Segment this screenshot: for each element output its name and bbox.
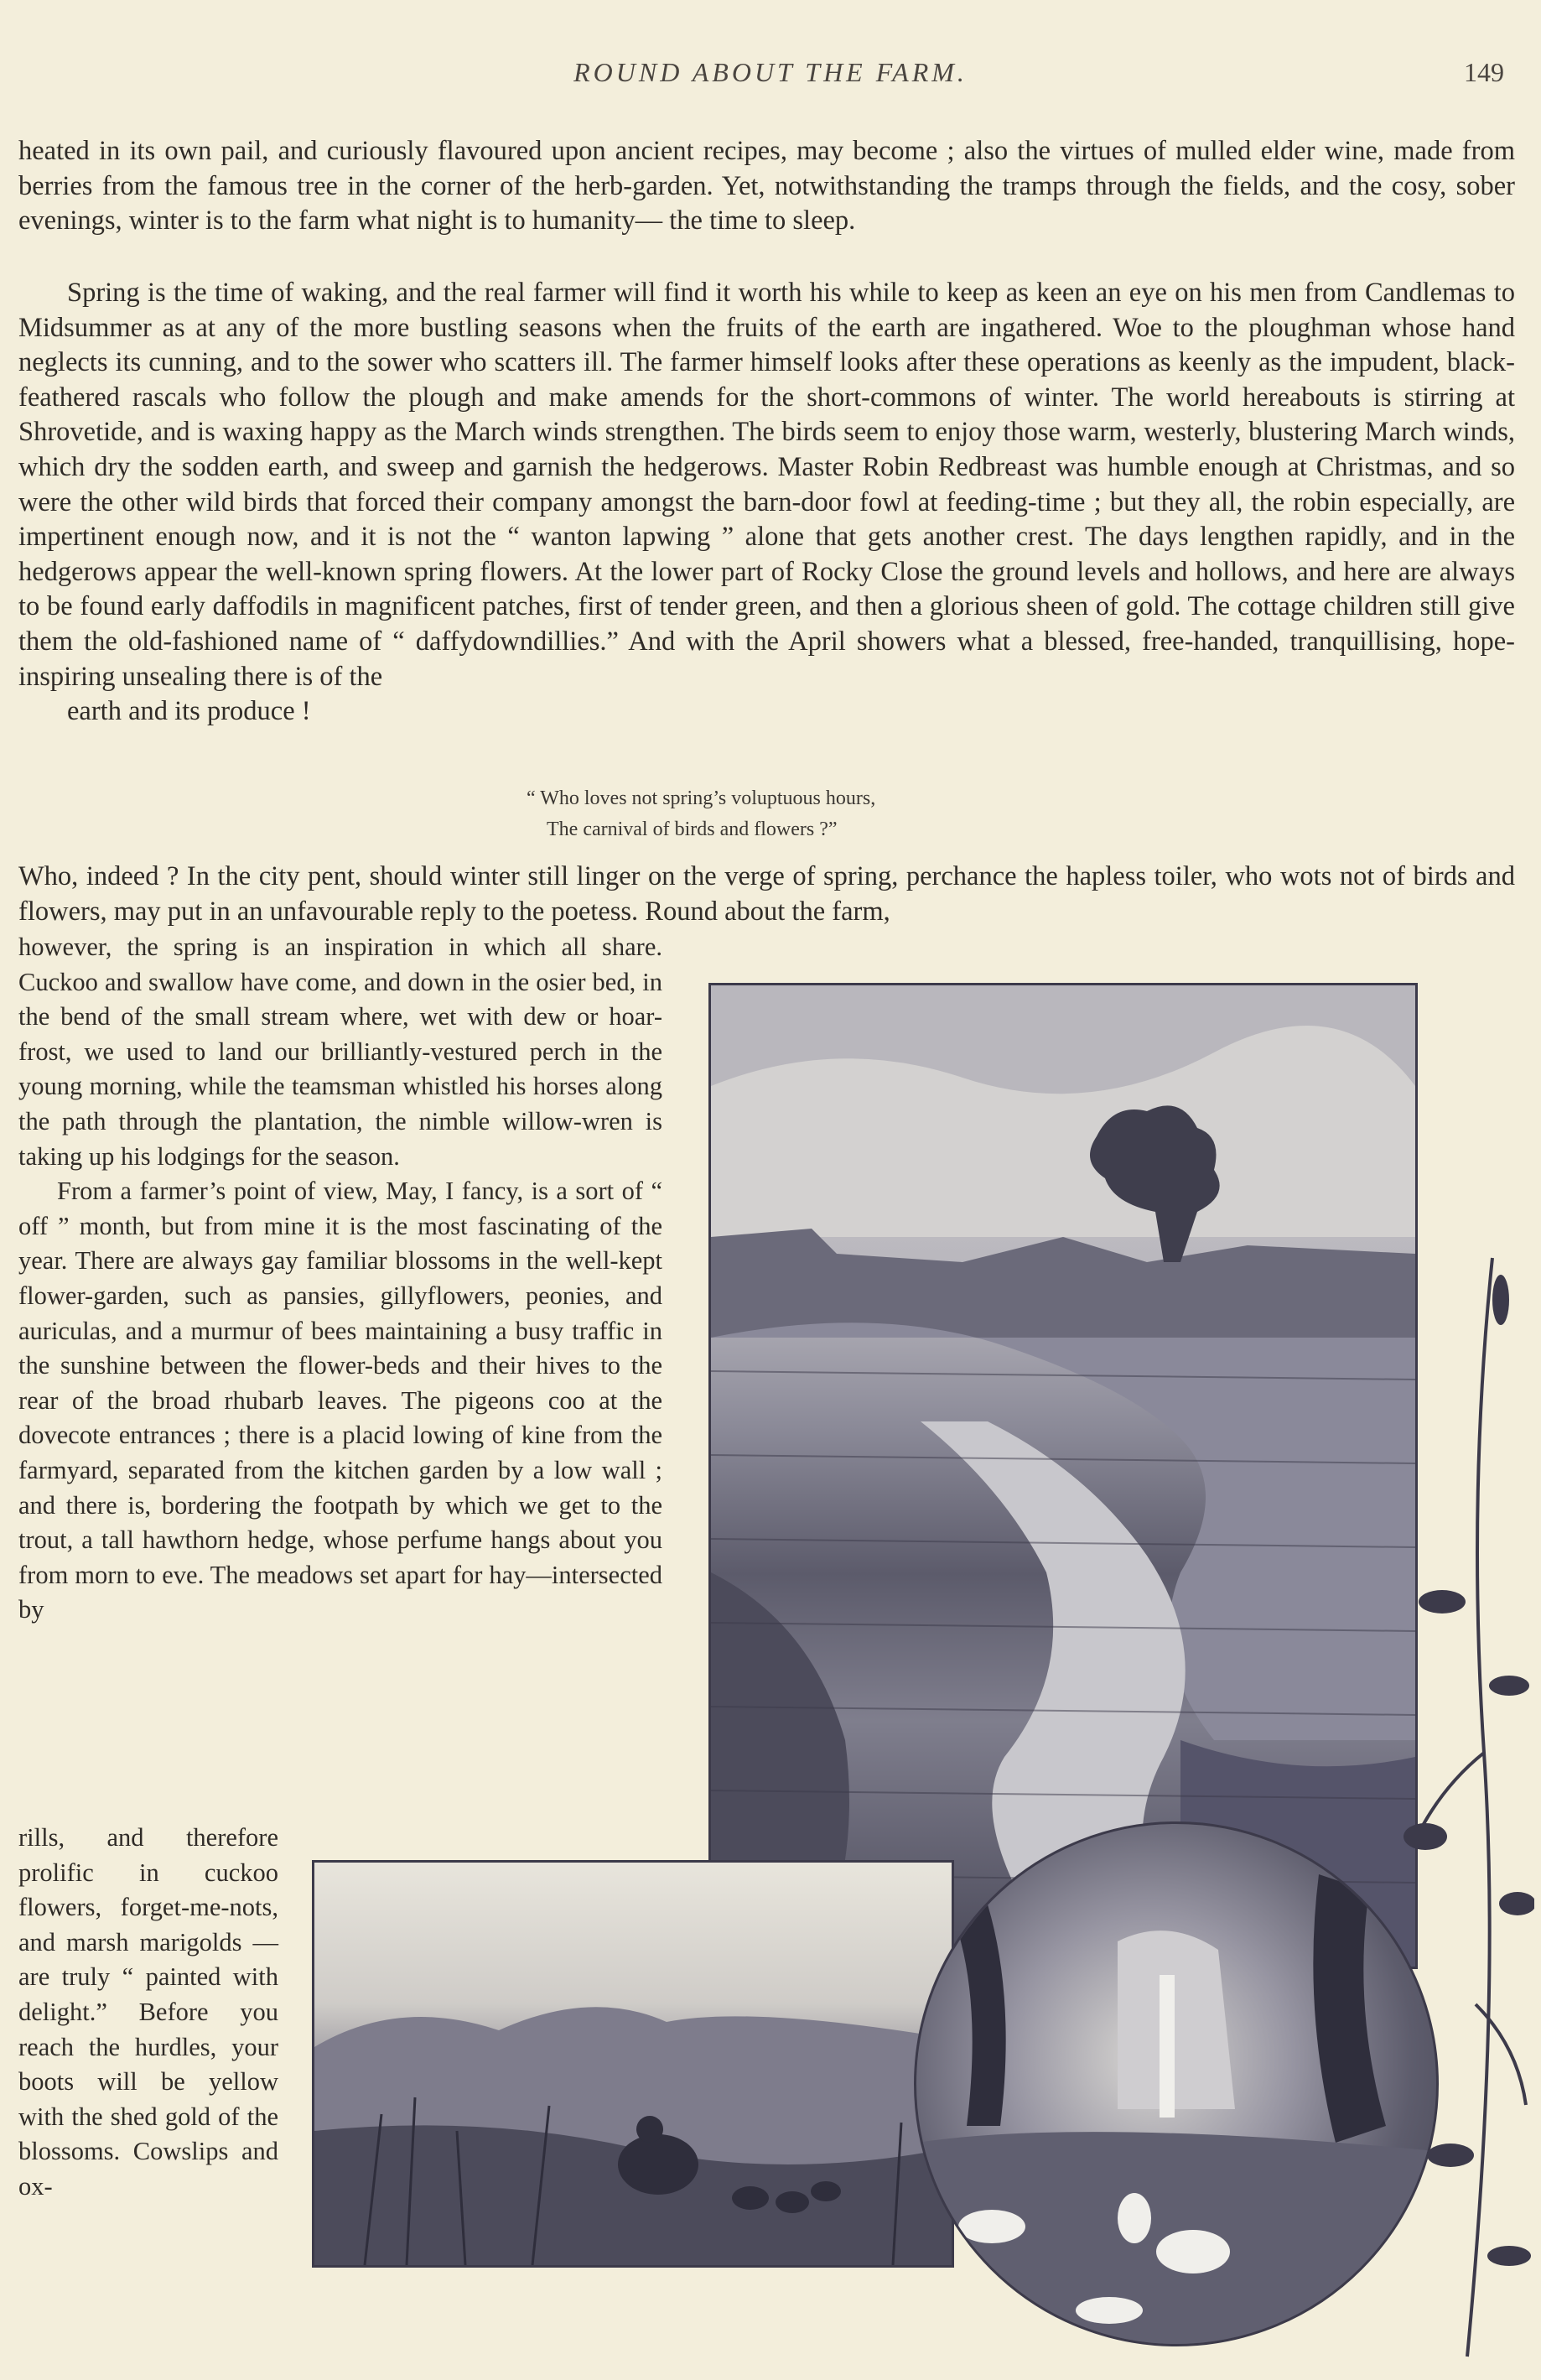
paragraph-who-indeed: Who, indeed ? In the city pent, should winter still linger on the verge of spring, perchance the hapless toiler, who wots not of birds and flowers, may put in an unfavourable reply to the poetess. Round about the farm,: [18, 861, 1515, 927]
page-number: 149: [1464, 57, 1504, 87]
column-paragraph-spring: however, the spring is an inspiration in which all share. Cuckoo and swallow have come, and down in the osier bed, in the bend of the small stream where, wet with dew or hoar-frost, we used to land our brilliantly-vestured perch in the young morning, while the teamsman whistled his horses along the path through the plantation, the nimble willow-wren is taking up his lodgings for the season.: [18, 933, 662, 1171]
paragraph-spring: [18, 276, 1515, 730]
paragraph-spring-body: Spring is the time of waking, and the real farmer will find it worth his while to keep as keen an eye on his men from Candlemas to Midsummer as at any of the more bustling seasons when the fruits of the earth are ingathered. Woe to the ploughman whose hand neglects its cunning, and to the sower who scatters ill. The farmer himself looks after these operations as keenly as the impudent, black-feathered rascals who follow the plough and make amends for the short-commons of winter. The world hereabouts is stirring at Shrovetide, and is waxing happy as the March winds strengthen. The birds seem to enjoy those warm, westerly, blustering March winds, which dry the sodden earth, and sweep and garnish the hedgerows. Master Robin Redbreast was humble enough at Christmas, and so were the other wild birds that forced their company amongst the barn-door fowl at feeding-time ; but they all, the robin especially, are impertinent enough now, and it is not the “ wanton lapwing ” alone that gets another crest. The days lengthen rapidly, and in the hedgerows appear the well-known spring flowers. At the lower part of Rocky Close the ground levels and hollows, and here are always to be found early daffodils in magnificent patches, first of tender green, and then a glorious sheen of gold. The cottage children still give them the old-fashioned name of “ daffydowndillies.” And with the April showers what a blessed, free-handed, tranquillising, hope-inspiring unsealing there is of the: [18, 278, 1515, 692]
paragraph-winter: heated in its own pail, and curiously flavoured upon ancient recipes, may become ; also the virtues of mulled elder wine, made from berries from the famous tree in the corner of the herb-garden. Yet, notwithstanding the tramps through the fields, and the cosy, sober evenings, winter is to the farm what night is to humanity— the time to sleep.: [18, 136, 1515, 236]
column-text-narrow: rills, and therefore prolific in cuckoo flowers, forget-me-nots, and marsh marigolds — are truly “ painted with delight.” Before you reach the hurdles, your boots will be yellow with the shed gold of the blossoms. Cowslips and ox-: [18, 1823, 278, 2201]
verse-line-1: “ Who loves not spring’s voluptuous hours,: [527, 787, 876, 809]
column-paragraph-may: From a farmer’s point of view, May, I fancy, is a sort of “ off ” month, but from mine it is the most fascinating of the year. There are always gay familiar blossoms in the well-kept flower-garden, such as pansies, gillyflowers, peonies, and auriculas, and a murmur of bees maintaining a busy traffic in the sunshine between the flower-beds and their hives to the rear of the broad rhubarb leaves. The pigeons coo at the dovecote entrances ; there is a placid lowing of kine from the farmyard, separated from the kitchen garden by a low wall ; and there is, bordering the footpath by which we get to the trout, a tall hawthorn hedge, whose perfume hangs about you from morn to eve. The meadows set apart for hay—intersected by: [18, 1177, 662, 1624]
meadow-grouse-engraving: [312, 1860, 954, 2268]
meadow-engraving-art: [314, 1863, 952, 2265]
foliage-border-decoration: [1392, 1250, 1534, 2365]
verse-quotation: [527, 783, 875, 845]
foliage-art: [1392, 1250, 1534, 2365]
roundel-engraving-art: [916, 1824, 1436, 2344]
river-engraving-art: [711, 985, 1415, 1967]
column-text: [18, 930, 662, 1628]
paragraph-spring-end: earth and its produce !: [67, 696, 311, 727]
river-engraving: [708, 983, 1418, 1969]
verse-line-2: The carnival of birds and flowers ?”: [547, 818, 838, 840]
waterfall-sheep-roundel: [914, 1821, 1439, 2346]
running-head: ROUND ABOUT THE FARM.: [573, 57, 968, 87]
